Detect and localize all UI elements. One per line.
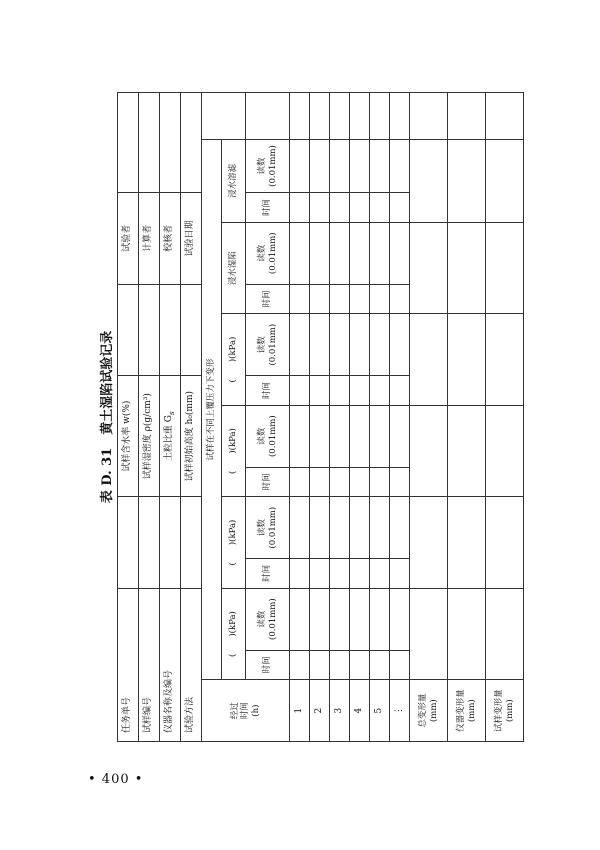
pressure-header: ( )(kPa) xyxy=(222,314,246,405)
table-row xyxy=(350,93,370,742)
reading-col-header: 读数 (0.01mm) xyxy=(246,139,290,192)
rotated-record-sheet xyxy=(97,92,513,742)
row-index: 5 xyxy=(370,680,390,742)
meta-value xyxy=(139,93,160,193)
meta-label: 试样编号 xyxy=(139,588,160,741)
total-deformation-row xyxy=(410,93,448,742)
pressure-header: ( )(kPa) xyxy=(222,405,246,496)
meta-row xyxy=(160,93,181,742)
sample-deformation-row xyxy=(486,93,524,742)
row-index: 3 xyxy=(330,680,350,742)
table-row xyxy=(390,93,410,742)
pressure-header: ( )(kPa) xyxy=(222,497,246,588)
page-number: • 400 • xyxy=(88,772,144,787)
meta-value xyxy=(160,497,181,588)
meta-label: 试样湿密度 ρ(g/cm³) xyxy=(139,376,160,497)
meta-value xyxy=(118,284,139,375)
reading-col-header: 读数 (0.01mm) xyxy=(246,588,290,650)
meta-value xyxy=(139,497,160,588)
elapsed-time-header: 经过 时间 (h) xyxy=(202,680,290,742)
loess-collapsibility-record-table xyxy=(117,92,524,742)
table-row xyxy=(330,93,350,742)
meta-label: 计算者 xyxy=(139,193,160,285)
meta-label: 试样初始高度 h₀(mm) xyxy=(181,376,202,497)
meta-row xyxy=(118,93,139,742)
meta-value xyxy=(181,93,202,193)
meta-row xyxy=(139,93,160,742)
reading-col-header: 读数 (0.01mm) xyxy=(246,405,290,467)
footer-label: 试样变形量 (mm) xyxy=(486,680,524,742)
blank-header xyxy=(202,93,246,140)
table-row xyxy=(310,93,330,742)
meta-value xyxy=(160,93,181,193)
reading-col-header: 读数 (0.01mm) xyxy=(246,314,290,376)
wetting-collapse-header: 浸水湿陷 xyxy=(222,222,246,313)
time-col-header: 时间 xyxy=(246,559,290,589)
meta-label: 校核者 xyxy=(160,193,181,285)
meta-label: 试验方法 xyxy=(181,588,202,741)
row-index: ⋮ xyxy=(390,680,410,742)
meta-label: 仪器名称及编号 xyxy=(160,588,181,741)
header-row xyxy=(202,93,222,742)
pressure-header: ( )(kPa) xyxy=(222,588,246,680)
row-index: 4 xyxy=(350,680,370,742)
meta-value xyxy=(139,284,160,375)
row-index: 1 xyxy=(290,680,310,742)
leaching-header: 浸水溶滤 xyxy=(222,139,246,222)
meta-value xyxy=(118,497,139,588)
meta-value xyxy=(181,284,202,375)
footer-label: 仪器变形量 (mm) xyxy=(448,680,486,742)
meta-label: 试验者 xyxy=(118,193,139,285)
time-col-header: 时间 xyxy=(246,284,290,314)
time-col-header: 时间 xyxy=(246,376,290,406)
table-row xyxy=(290,93,310,742)
header-row xyxy=(246,93,290,742)
row-index: 2 xyxy=(310,680,330,742)
instrument-deformation-row xyxy=(448,93,486,742)
reading-col-header: 读数 (0.01mm) xyxy=(246,222,290,284)
meta-label: 试样含水率 w(%) xyxy=(118,376,139,497)
deformation-group-header: 试样在不同上覆压力下变形 xyxy=(202,139,222,679)
footer-label: 总变形量 (mm) xyxy=(410,680,448,742)
reading-col-header: 读数 (0.01mm) xyxy=(246,497,290,559)
blank-header xyxy=(246,93,290,140)
table-title: 表 D. 31 黄土湿陷试验记录 xyxy=(100,330,115,504)
meta-value xyxy=(160,284,181,375)
time-col-header: 时间 xyxy=(246,193,290,223)
time-col-header: 时间 xyxy=(246,467,290,497)
meta-value xyxy=(118,93,139,193)
meta-label: 土粒比重 $G_s$ xyxy=(160,376,181,497)
table-row xyxy=(370,93,390,742)
meta-row xyxy=(181,93,202,742)
header-row xyxy=(222,93,246,742)
meta-value xyxy=(181,497,202,588)
meta-label: 任务单号 xyxy=(118,588,139,741)
meta-label: 试验日期 xyxy=(181,193,202,285)
time-col-header: 时间 xyxy=(246,650,290,680)
